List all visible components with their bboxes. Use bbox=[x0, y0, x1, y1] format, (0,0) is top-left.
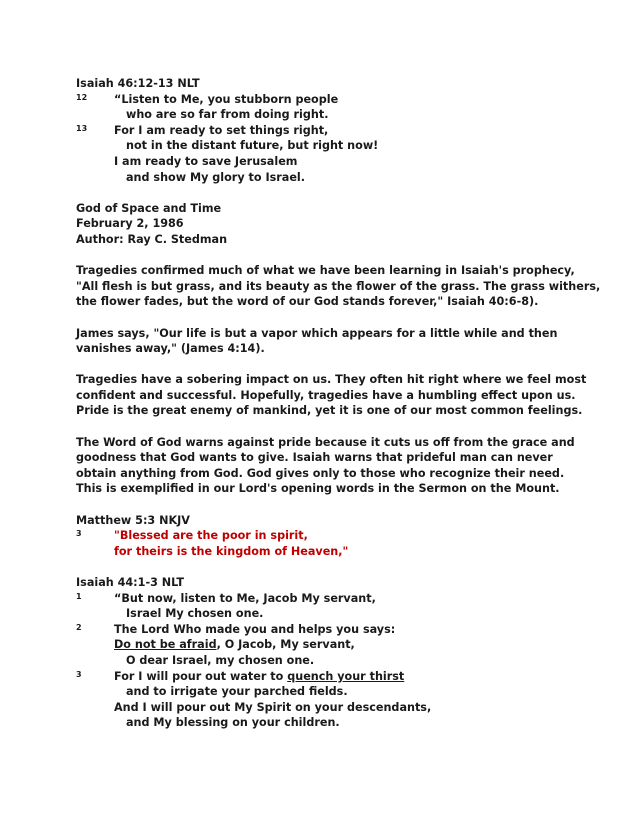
verse-number: 13 bbox=[76, 123, 88, 133]
verse-line bbox=[76, 653, 576, 669]
paragraph-line: This is exemplified in our Lord's opening words in the Sermon on the Mount. bbox=[76, 482, 560, 496]
paragraph-line: goodness that God wants to give. Isaiah warns that prideful man can never bbox=[76, 451, 553, 465]
verse-number: 12 bbox=[76, 92, 88, 102]
verse-number: 3 bbox=[76, 529, 82, 539]
verse-text: not in the distant future, but right now! bbox=[126, 139, 379, 153]
sermon-date: February 2, 1986 bbox=[76, 217, 184, 231]
verse-line bbox=[76, 622, 576, 638]
passage-reference: Matthew 5:3 NKJV bbox=[76, 513, 190, 527]
verse-text: The Lord Who made you and helps you says: bbox=[114, 622, 396, 636]
paragraph-line: the flower fades, but the word of our God stands forever," Isaiah 40:6-8). bbox=[76, 295, 539, 309]
verse-text: who are so far from doing right. bbox=[126, 108, 329, 122]
paragraph bbox=[76, 326, 576, 357]
verse-line bbox=[76, 123, 576, 139]
verse-line bbox=[76, 170, 576, 186]
verse-number: 3 bbox=[76, 669, 82, 679]
verse-text: And I will pour out My Spirit on your descendants, bbox=[114, 700, 432, 714]
paragraph bbox=[76, 263, 601, 310]
verse-line bbox=[76, 700, 576, 716]
verse-line bbox=[76, 684, 576, 700]
paragraph bbox=[76, 435, 576, 497]
verse-line bbox=[76, 138, 576, 154]
underlined-phrase: Do not be afraid bbox=[114, 638, 217, 652]
sermon-title: God of Space and Time bbox=[76, 201, 222, 215]
paragraph-line: The Word of God warns against pride because it cuts us off from the grace and bbox=[76, 435, 575, 449]
verse-text: Israel My chosen one. bbox=[126, 607, 264, 621]
verse-line bbox=[76, 637, 576, 653]
verse-line bbox=[76, 528, 576, 544]
verse-line bbox=[76, 591, 576, 607]
paragraph-line: James says, "Our life is but a vapor which appears for a little while and then bbox=[76, 326, 558, 340]
verse-line bbox=[76, 606, 576, 622]
verse-text: and My blessing on your children. bbox=[126, 716, 340, 730]
verse-line bbox=[76, 669, 576, 685]
verse-line bbox=[76, 715, 576, 731]
sermon-author: Author: Ray C. Stedman bbox=[76, 232, 228, 246]
verse-text: for theirs is the kingdom of Heaven," bbox=[114, 544, 349, 558]
verse-line bbox=[76, 544, 576, 560]
verse-text: I am ready to save Jerusalem bbox=[114, 154, 298, 168]
passage-reference: Isaiah 46:12-13 NLT bbox=[76, 77, 200, 90]
paragraph-line: obtain anything from God. God gives only to those who recognize their need. bbox=[76, 466, 565, 480]
paragraph bbox=[76, 372, 587, 419]
verse-number: 2 bbox=[76, 622, 82, 632]
verse-text: "Blessed are the poor in spirit, bbox=[114, 529, 308, 543]
paragraph-line: Tragedies confirmed much of what we have been learning in Isaiah's prophecy, bbox=[76, 264, 575, 278]
verse-number: 1 bbox=[76, 591, 82, 601]
paragraph-line: confident and successful. Hopefully, tragedies have a humbling effect upon us. bbox=[76, 388, 576, 402]
verse-text: “Listen to Me, you stubborn people bbox=[114, 92, 339, 106]
verse-text: O dear Israel, my chosen one. bbox=[126, 653, 315, 667]
paragraph-line: vanishes away," (James 4:14). bbox=[76, 342, 265, 356]
verse-text: For I am ready to set things right, bbox=[114, 123, 329, 137]
underlined-phrase: quench your thirst bbox=[287, 669, 405, 683]
document-page bbox=[76, 76, 601, 731]
paragraph-line: "All flesh is but grass, and its beauty as the flower of the grass. The grass withers, bbox=[76, 279, 601, 293]
verse-text: For I will pour out water to bbox=[114, 669, 288, 683]
passage-reference: Isaiah 44:1-3 NLT bbox=[76, 576, 185, 589]
paragraph-line: Tragedies have a sobering impact on us. They often hit right where we feel most bbox=[76, 373, 587, 387]
verse-text: , O Jacob, My servant, bbox=[216, 638, 355, 652]
verse-line bbox=[76, 154, 576, 170]
verse-line bbox=[76, 92, 576, 108]
verse-text: and to irrigate your parched fields. bbox=[126, 685, 348, 699]
paragraph-line: Pride is the great enemy of mankind, yet it is one of our most common feelings. bbox=[76, 404, 583, 418]
verse-text: and show My glory to Israel. bbox=[126, 170, 305, 184]
verse-line bbox=[76, 107, 576, 123]
verse-text: “But now, listen to Me, Jacob My servant, bbox=[114, 591, 376, 605]
